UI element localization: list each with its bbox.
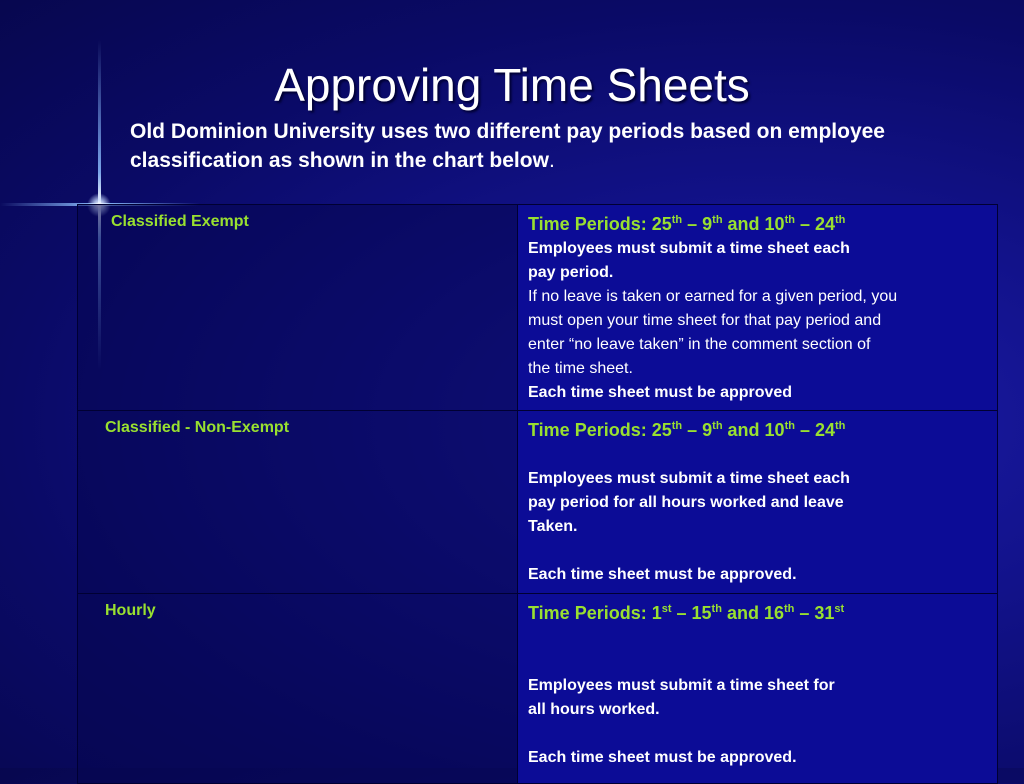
- spacer: [528, 539, 987, 563]
- spacer: [528, 443, 987, 467]
- detail-line: the time sheet.: [528, 360, 633, 377]
- details-cell: [518, 411, 998, 594]
- details-cell: [518, 205, 998, 411]
- details-cell: [518, 594, 998, 784]
- detail-line: Taken.: [528, 518, 578, 535]
- pay-period-table: [77, 204, 998, 784]
- detail-line: Each time sheet must be approved.: [528, 749, 797, 766]
- detail-line: pay period.: [528, 264, 614, 281]
- spacer: [528, 722, 987, 746]
- detail-line: enter “no leave taken” in the comment section of: [528, 336, 871, 353]
- detail-line: all hours worked.: [528, 701, 660, 718]
- intro-sentence: Old Dominion University uses two different pay periods based on employee classification as shown in the chart below: [130, 120, 885, 172]
- table-row: [78, 594, 998, 784]
- detail-line: pay period for all hours worked and leave: [528, 494, 844, 511]
- detail-line: If no leave is taken or earned for a given period, you: [528, 288, 898, 305]
- classification-cell: [78, 594, 518, 784]
- intro-text: [130, 117, 950, 175]
- detail-line: must open your time sheet for that pay period and: [528, 312, 882, 329]
- time-periods: Time Periods: 25th – 9th and 10th – 24th: [528, 214, 846, 234]
- time-periods: Time Periods: 25th – 9th and 10th – 24th: [528, 420, 846, 440]
- spacer: [528, 626, 987, 674]
- detail-line: Each time sheet must be approved.: [528, 566, 797, 583]
- classification-label: Classified Exempt: [111, 213, 249, 230]
- detail-line: Employees must submit a time sheet each: [528, 240, 850, 257]
- table-row: [78, 205, 998, 411]
- classification-cell: [78, 205, 518, 411]
- classification-label: Hourly: [105, 602, 156, 619]
- intro-period: .: [548, 149, 555, 172]
- classification-label: Classified - Non-Exempt: [105, 419, 290, 436]
- classification-cell: [78, 411, 518, 594]
- time-periods: Time Periods: 1st – 15th and 16th – 31st: [528, 603, 845, 623]
- table-row: [78, 411, 998, 594]
- detail-line: Each time sheet must be approved: [528, 384, 793, 401]
- detail-line: Employees must submit a time sheet for: [528, 677, 835, 694]
- slide-title: Approving Time Sheets: [274, 59, 750, 111]
- detail-line: Employees must submit a time sheet each: [528, 470, 850, 487]
